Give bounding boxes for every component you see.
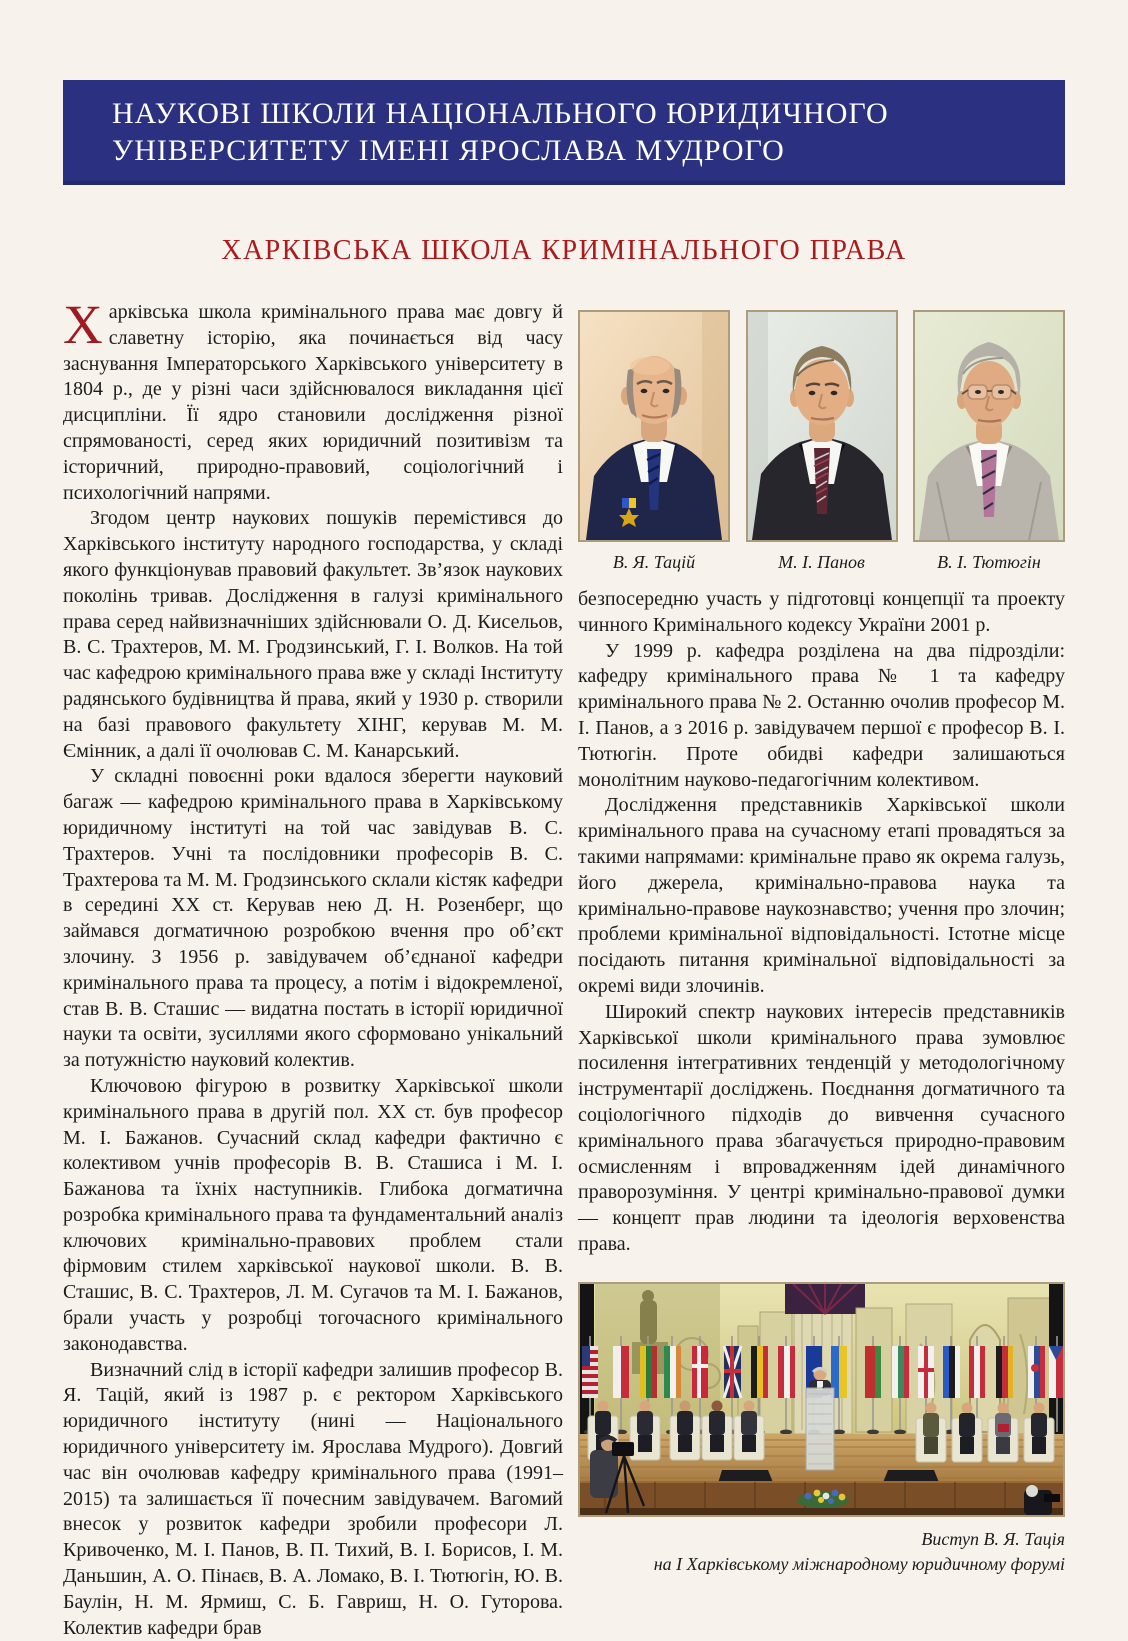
flag-uk [724,1346,741,1398]
flag-germany [996,1346,1013,1398]
flag-belarus [865,1346,881,1398]
two-column-layout [63,294,1065,1641]
conference-photo [578,1282,1065,1517]
paragraph: безпосередню участь у підготовці концепції та проекту чинного Кримінального кодексу України 2001 р. [578,588,1065,636]
page [0,80,1128,1641]
portraits-row [578,310,1065,542]
header-banner [63,80,1065,185]
flag-canada [969,1346,985,1398]
paragraph: Широкий спектр наукових інтересів представників Харківської школи кримінального права зумовлює посилення інтегративних тенденцій у методологічному інструментарії досліджень. Поєднання догматичного та соціологічного підходів до вивчення сучасного кримінального права збагачується природно-правовим осмисленням і впровадженням ідей динамічного праворозуміння. У центрі кримінально-правової думки — концепт прав людини та ідеологія верховенства права. [578,1000,1065,1255]
paragraph: Ключовою фігурою в розвитку Харківської школи кримінального права в другій пол. ХХ ст. був професор М. І. Бажанов. Сучасний склад кафедри фактично є колективом учнів професорів В. В. Сташиса і М. І. Бажанова та їхніх наступників. Глибока догматична розробка кримінального права та фундаментальний аналіз ключових кримінально-правових проблем стали фірмовим стилем харківської наукової школи. В. В. Сташис, В. С. Трахтеров, Л. М. Сугачов та М. І. Бажанов, брали участь у розробці тогочасного кримінального законодавства. [63,1074,563,1355]
paragraph: Визначний слід в історії кафедри залишив професор В. Я. Тацій, який із 1987 р. є ректором Харківського юридичного інституту (нині — Національного юридичного університету ім. Ярослава Мудрого). Довгий час він очолював кафедру кримінального права (1991–2015) та залишається її почесним завідувачем. Вагомий внесок у розвиток кафедри зробили професори Л. Кривоченко, М. І. Панов, В. П. Тихий, В. І. Борисов, І. М. Даньшин, А. О. Пінаєв, В. А. Ломако, В. І. Тютюгін, Ю. В. Баулін, Н. М. Ярмиш, С. Б. Гавриш, Н. О. Гуторова. Колектив кафедри брав [63,1358,563,1639]
conference-caption-line-1: Виступ В. Я. Тація [921,1528,1065,1549]
portrait-photo-tatsii [578,310,730,542]
flag-czech [1049,1346,1063,1398]
speaker-at-podium [806,1367,834,1470]
dropcap-letter: Х [63,294,103,355]
portrait-photo-tiutiuhin [913,310,1065,542]
flag-poland [613,1346,629,1398]
flag-belgium [751,1346,768,1398]
flag-austria [778,1346,795,1398]
flag-georgia [918,1346,934,1398]
portrait-caption-tiutiuhin: В. І. Тютюгін [937,552,1041,572]
page-title: ХАРКІВСЬКА ШКОЛА КРИМІНАЛЬНОГО ПРАВА [221,235,907,266]
flag-estonia [943,1346,960,1398]
flag-denmark [692,1346,708,1398]
banner-line-2: УНІВЕРСИТЕТУ ІМЕНІ ЯРОСЛАВА МУДРОГО [112,134,785,167]
paragraph-text: арківська школа кримінального права має довгу й славетну історію, яка починається від часу заснування Імператорського Харківського університету в 1804 р., де у різні часи здійснювалося викладання цієї дисципліни. Її ядро становили дослідження різної спрямованості, серед яких юридичний позитивізм та історичний, природно-правовий, соціологічний і психологічний напрями. [63,301,563,504]
podium [806,1380,834,1470]
flag-bulgaria [892,1346,909,1398]
right-column [578,300,1065,1641]
paragraph: У складні повоєнні роки вдалося зберегти науковий багаж — кафедрою кримінального права в Харківському юридичному інституті на той час завідував В. С. Трахтеров. Учні та послідовники професорів В. С. Трахтерова та М. М. Гродзинського склали кістяк кафедри в середині ХХ ст. Керував нею Д. Н. Розенберг, що займався догматичною розробкою вчення про об’єкт злочину. З 1956 р. завідувачем об’єднаної кафедри кримінального права та процесу, а потім і відокремленої, став В. В. Сташис — видатна постать в історії юридичної науки та освіти, зусиллями якого сформовано унікальний за потужністю науковий колектив. [63,765,563,1072]
portrait-captions [578,550,1065,574]
flag-lithuania [640,1346,657,1398]
portrait-caption-panov: М. І. Панов [778,552,865,572]
left-column [63,294,563,1641]
portrait-photo-panov [746,310,898,542]
flag-ireland [664,1346,681,1398]
paragraph: У 1999 р. кафедра розділена на два підрозділи: кафедру кримінального права № 1 та кафедру кримінального права № 2. Останню очолив професор М. І. Панов, а з 2016 р. завідувачем першої є професор В. І. Тютюгін. Проте обидві кафедри залишаються монолітним науково-педагогічним колективом. [578,639,1065,791]
portrait-caption-tatsii: В. Я. Тацій [612,552,696,572]
banner-line-1: НАУКОВІ ШКОЛИ НАЦІОНАЛЬНОГО ЮРИДИЧНОГО [112,97,889,130]
paragraph [63,294,563,506]
flag-slovakia [1028,1346,1045,1398]
conference-caption-line-2: на І Харківському міжнародному юридичному форумі [653,1553,1065,1574]
conference-photo-caption [578,1527,1065,1577]
flag-usa [582,1346,598,1398]
paragraph: Дослідження представників Харківської школи кримінального права на сучасному етапі провадяться за такими напрямами: кримінальне право як окрема галузь, його джерела, кримінально-правова наука та кримінально-правове наукознавство; учення про злочин; проблеми кримінальної відповідальності. Істотне місце посідають питання кримінальної відповідальності за окремі види злочинів. [578,794,1065,997]
paragraph: Згодом центр наукових пошуків перемістився до Харківського інституту народного господарства, у складі якого функціонував правовий факультет. Зв’язок наукових поколінь тривав. Дослідження в галузі кримінального права серед найвизначніших здійснювали О. Д. Кисельов, В. С. Трахтеров, М. М. Гродзинський, Г. І. Волков. На той час кафедрою кримінального права вже у складі Інституту радянського будівництва й права, який у 1930 р. створили на базі правового факультету ХІНГ, керував М. М. Ємінник, а далі її очолював С. М. Канарський. [63,507,563,762]
